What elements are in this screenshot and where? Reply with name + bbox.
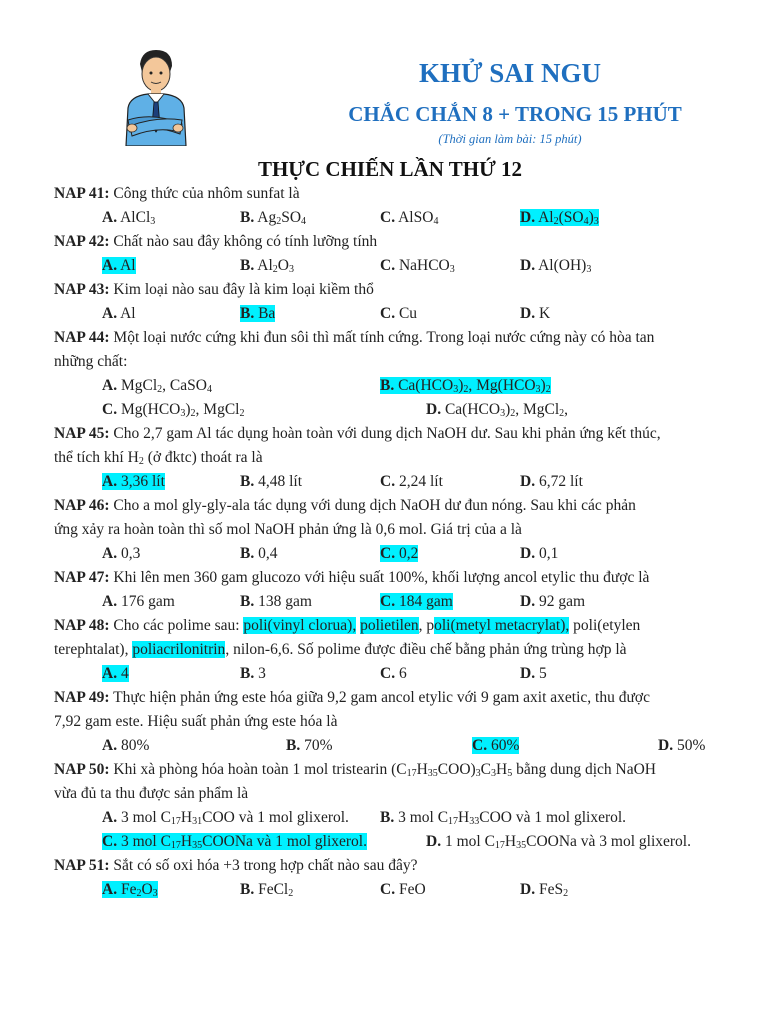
highlighted-term: oli(metyl metacrylat), xyxy=(434,617,570,634)
option-letter: A. xyxy=(102,257,118,274)
page-subtitle: CHẮC CHẮN 8 + TRONG 15 PHÚT xyxy=(348,102,682,126)
question-text: Chất nào sau đây không có tính lưỡng tính xyxy=(113,233,378,250)
option-c[interactable] xyxy=(472,734,519,758)
option-content xyxy=(520,257,591,274)
option-text: 5 xyxy=(538,665,547,682)
option-letter: A. xyxy=(102,545,118,562)
option-letter: D. xyxy=(520,305,536,322)
option-b[interactable] xyxy=(286,734,333,758)
option-letter: B. xyxy=(240,305,255,322)
question-stem xyxy=(54,758,724,782)
option-content xyxy=(658,737,705,754)
options-row xyxy=(54,206,724,230)
option-content xyxy=(380,665,407,682)
option-letter: A. xyxy=(102,881,118,898)
option-letter: B. xyxy=(380,809,395,826)
question-number: NAP 41: xyxy=(54,185,110,202)
option-text: 0,2 xyxy=(398,545,419,562)
option-d[interactable] xyxy=(520,206,599,230)
option-text: $Al_2(SO_4)_3$ xyxy=(538,209,599,227)
correct-answer-highlight xyxy=(102,473,165,490)
option-letter: B. xyxy=(240,881,255,898)
question-number: NAP 42: xyxy=(54,233,110,250)
option-letter: C. xyxy=(380,257,396,274)
correct-answer-highlight xyxy=(472,737,519,754)
option-d[interactable] xyxy=(520,542,558,566)
option-text: Al xyxy=(120,305,136,322)
option-text: 3 xyxy=(258,665,266,682)
section-heading: THỰC CHIẾN LẦN THỨ 12 xyxy=(257,157,523,181)
question xyxy=(54,854,724,902)
question-stem xyxy=(54,686,724,710)
option-text: $Mg(HCO_3)_2$, MgCl$_2$ xyxy=(120,401,245,419)
question xyxy=(54,278,724,326)
question-text: Cho 2,7 gam Al tác dụng hoàn toàn với dung dịch NaOH dư. Sau khi phản ứng kết thúc, xyxy=(113,425,661,442)
question-text: Kim loại nào sau đây là kim loại kiềm thổ xyxy=(113,281,374,298)
option-c[interactable] xyxy=(380,254,455,278)
option-letter: B. xyxy=(240,665,255,682)
option-c[interactable] xyxy=(380,206,438,230)
option-letter: C. xyxy=(472,737,488,754)
options-row xyxy=(54,878,724,902)
option-text: 92 gam xyxy=(538,593,586,610)
option-text: Al xyxy=(120,257,136,274)
option-text: $Ca(HCO_3)_2$, MgCl$_2$, xyxy=(444,401,569,419)
option-text: 138 gam xyxy=(258,593,312,610)
options-row xyxy=(54,374,724,398)
option-text: FeS$_2$ xyxy=(538,881,569,899)
option-letter: B. xyxy=(380,377,395,394)
option-content xyxy=(286,737,333,754)
option-content xyxy=(380,209,438,226)
correct-answer-highlight xyxy=(380,377,551,394)
option-a[interactable] xyxy=(102,878,158,902)
option-text: 1 mol $C_{17}H_{35}COONa$ và 3 mol glixerol. xyxy=(444,833,691,851)
option-letter: C. xyxy=(102,401,118,418)
option-letter: A. xyxy=(102,737,118,754)
option-content xyxy=(240,257,294,274)
option-letter: B. xyxy=(240,545,255,562)
question-list xyxy=(54,182,724,902)
option-text: 3 mol $C_{17}H_{33}COO$ và 1 mol glixerol. xyxy=(398,809,627,827)
option-letter: B. xyxy=(240,593,255,610)
option-b[interactable] xyxy=(380,806,626,830)
correct-answer-highlight xyxy=(102,257,136,274)
option-content xyxy=(520,881,568,898)
question-stem xyxy=(54,566,724,590)
student-avatar-icon xyxy=(120,46,190,146)
option-text: 3,36 lít xyxy=(120,473,165,490)
question-text: thể tích khí $H_2$ (ở đktc) thoát ra là xyxy=(54,449,263,467)
question-text: Khi xà phòng hóa hoàn toàn 1 mol tristearin $(C_{17}H_{35}COO)_3C_3H_5$ bằng dung dịch NaOH xyxy=(113,761,656,779)
option-letter: D. xyxy=(658,737,674,754)
question-stem xyxy=(54,638,724,662)
option-content xyxy=(520,305,550,322)
option-a[interactable] xyxy=(102,374,212,398)
option-text: $Al(OH)_3$ xyxy=(538,257,592,275)
option-b[interactable] xyxy=(240,542,277,566)
option-b[interactable] xyxy=(240,254,294,278)
option-c[interactable] xyxy=(102,830,367,854)
option-text: 4,48 lít xyxy=(258,473,303,490)
question-text: Thực hiện phản ứng este hóa giữa 9,2 gam ancol etylic với 9 gam axit axetic, thu được xyxy=(113,689,650,706)
option-a[interactable] xyxy=(102,806,349,830)
question-text: Khi lên men 360 gam glucozo với hiệu suất 100%, khối lượng ancol etylic thu được là xyxy=(113,569,650,586)
question-text: ứng xảy ra hoàn toàn thì số mol NaOH phản ứng là 0,6 mol. Giá trị của a là xyxy=(54,521,522,538)
question-number: NAP 51: xyxy=(54,857,110,874)
options-row xyxy=(54,470,724,494)
question-stem xyxy=(54,494,724,518)
question-stem xyxy=(54,326,724,350)
time-note: (Thời gian làm bài: 15 phút) xyxy=(438,132,582,146)
option-content xyxy=(102,209,155,226)
question-stem xyxy=(54,182,724,206)
question-stem xyxy=(54,350,724,374)
option-text: 184 gam xyxy=(398,593,453,610)
option-content xyxy=(380,881,426,898)
option-content xyxy=(520,545,558,562)
option-letter: C. xyxy=(380,881,396,898)
option-text: AlCl$_3$ xyxy=(120,209,156,227)
option-text: 60% xyxy=(490,737,520,754)
option-c[interactable] xyxy=(380,302,417,326)
option-text: 4 xyxy=(120,665,129,682)
option-text: $Ag_2SO_4$ xyxy=(257,209,307,227)
question-text: Cho a mol gly-gly-ala tác dụng với dung dịch NaOH dư đun nóng. Sau khi các phản xyxy=(113,497,636,514)
option-c[interactable] xyxy=(380,470,443,494)
option-content xyxy=(240,209,306,226)
question xyxy=(54,566,724,614)
question-stem xyxy=(54,422,724,446)
option-text: 50% xyxy=(676,737,706,754)
question-stem xyxy=(54,614,724,638)
option-content xyxy=(426,833,691,850)
options-row xyxy=(54,542,724,566)
correct-answer-highlight xyxy=(102,881,158,898)
option-text: $Ca(HCO_3)_2$, $Mg(HCO_3)_2$ xyxy=(398,377,551,395)
option-text: $Al_2O_3$ xyxy=(257,257,294,275)
question-stem xyxy=(54,854,724,878)
option-text: Cu xyxy=(398,305,418,322)
option-b[interactable] xyxy=(240,206,306,230)
question-stem xyxy=(54,446,724,470)
correct-answer-highlight xyxy=(520,209,599,226)
option-letter: C. xyxy=(380,593,396,610)
options-row xyxy=(54,590,724,614)
option-letter: B. xyxy=(240,473,255,490)
option-letter: D. xyxy=(520,209,536,226)
question-text: những chất: xyxy=(54,353,128,370)
option-text: 0,1 xyxy=(538,545,559,562)
option-text: 2,24 lít xyxy=(398,473,443,490)
question-number: NAP 44: xyxy=(54,329,110,346)
option-letter: D. xyxy=(426,401,442,418)
option-letter: D. xyxy=(520,665,536,682)
option-content xyxy=(380,473,443,490)
option-letter: C. xyxy=(380,545,396,562)
option-a[interactable] xyxy=(102,206,155,230)
option-letter: A. xyxy=(102,593,118,610)
option-b[interactable] xyxy=(240,470,302,494)
correct-answer-highlight xyxy=(102,665,129,682)
options-row xyxy=(54,662,724,686)
option-content xyxy=(426,401,568,418)
option-a[interactable] xyxy=(102,302,136,326)
options-row xyxy=(54,254,724,278)
option-text: FeO xyxy=(398,881,426,898)
question-stem xyxy=(54,278,724,302)
option-c[interactable] xyxy=(380,542,418,566)
question xyxy=(54,758,724,854)
question-number: NAP 45: xyxy=(54,425,110,442)
option-letter: A. xyxy=(102,305,118,322)
option-text: Ba xyxy=(258,305,276,322)
option-text: K xyxy=(538,305,551,322)
option-text: $Fe_2O_3$ xyxy=(120,881,158,899)
question-text: Một loại nước cứng khi đun sôi thì mất tính cứng. Trong loại nước cứng này có hòa tan xyxy=(113,329,655,346)
option-text: NaHCO$_3$ xyxy=(398,257,455,275)
question-text: terephtalat), poliacrilonitrin, nilon-6,6. Số polime được điều chế bằng phản ứng trùng hợp là xyxy=(54,641,627,658)
option-d[interactable] xyxy=(520,254,591,278)
options-row xyxy=(54,734,724,758)
options-row xyxy=(54,302,724,326)
option-text: 3 mol $C_{17}H_{31}COO$ và 1 mol glixerol. xyxy=(120,809,349,827)
option-content xyxy=(102,593,175,610)
correct-answer-highlight xyxy=(102,833,367,850)
option-d[interactable] xyxy=(520,878,568,902)
option-c[interactable] xyxy=(380,878,426,902)
question-stem xyxy=(54,710,724,734)
options-row xyxy=(54,398,724,422)
option-content xyxy=(240,665,266,682)
question xyxy=(54,182,724,230)
option-content xyxy=(520,473,583,490)
question xyxy=(54,686,724,758)
option-content xyxy=(102,305,136,322)
option-letter: C. xyxy=(380,209,396,226)
option-letter: A. xyxy=(102,809,118,826)
correct-answer-highlight xyxy=(380,593,453,610)
option-letter: A. xyxy=(102,665,118,682)
option-content xyxy=(102,377,212,394)
option-text: MgCl$_2$, CaSO$_4$ xyxy=(120,377,212,395)
header xyxy=(0,0,768,180)
question xyxy=(54,422,724,494)
option-content xyxy=(240,545,277,562)
correct-answer-highlight xyxy=(240,305,275,322)
option-d[interactable] xyxy=(658,734,705,758)
question-stem xyxy=(54,518,724,542)
options-row xyxy=(54,806,724,830)
option-letter: D. xyxy=(520,545,536,562)
option-content xyxy=(380,809,626,826)
option-letter: B. xyxy=(286,737,301,754)
option-text: 0,3 xyxy=(120,545,141,562)
option-letter: C. xyxy=(380,665,396,682)
option-a[interactable] xyxy=(102,590,175,614)
option-letter: D. xyxy=(520,593,536,610)
question xyxy=(54,230,724,278)
option-b[interactable] xyxy=(240,662,266,686)
option-content xyxy=(240,593,312,610)
option-letter: C. xyxy=(380,473,396,490)
option-b[interactable] xyxy=(240,302,275,326)
question-number: NAP 43: xyxy=(54,281,110,298)
option-a[interactable] xyxy=(102,734,149,758)
option-letter: A. xyxy=(102,377,118,394)
question-number: NAP 50: xyxy=(54,761,110,778)
question-number: NAP 48: xyxy=(54,617,110,634)
option-d[interactable] xyxy=(520,470,583,494)
option-a[interactable] xyxy=(102,470,165,494)
option-d[interactable] xyxy=(426,398,568,422)
option-text: FeCl$_2$ xyxy=(258,881,294,899)
question-number: NAP 49: xyxy=(54,689,110,706)
option-b[interactable] xyxy=(240,590,312,614)
question xyxy=(54,326,724,422)
option-b[interactable] xyxy=(240,878,293,902)
option-content xyxy=(102,737,149,754)
question-text: Công thức của nhôm sunfat là xyxy=(113,185,300,202)
question-text: Sắt có số oxi hóa +3 trong hợp chất nào sau đây? xyxy=(113,857,418,874)
option-c[interactable] xyxy=(380,662,407,686)
option-c[interactable] xyxy=(380,590,453,614)
option-content xyxy=(520,665,547,682)
option-text: 80% xyxy=(120,737,150,754)
question-text: Cho các polime sau: poli(vinyl clorua), polietilen, poli(metyl metacrylat), poli(etylen xyxy=(113,617,641,634)
correct-answer-highlight xyxy=(380,545,418,562)
option-text: 0,4 xyxy=(258,545,278,562)
option-c[interactable] xyxy=(102,398,244,422)
page-title: KHỬ SAI NGU xyxy=(418,58,601,88)
option-content xyxy=(240,473,302,490)
option-content xyxy=(102,545,140,562)
option-letter: A. xyxy=(102,473,118,490)
option-content xyxy=(520,593,585,610)
question xyxy=(54,494,724,566)
option-d[interactable] xyxy=(520,590,585,614)
option-content xyxy=(240,881,293,898)
option-letter: C. xyxy=(380,305,396,322)
option-content xyxy=(102,401,244,418)
option-d[interactable] xyxy=(426,830,691,854)
option-letter: D. xyxy=(520,881,536,898)
option-letter: A. xyxy=(102,209,118,226)
highlighted-term: poliacrilonitrin xyxy=(132,641,226,658)
option-letter: B. xyxy=(240,209,255,226)
option-letter: C. xyxy=(102,833,118,850)
option-content xyxy=(380,305,417,322)
option-text: AlSO$_4$ xyxy=(398,209,439,227)
question-stem xyxy=(54,782,724,806)
option-letter: D. xyxy=(520,257,536,274)
option-d[interactable] xyxy=(520,302,550,326)
option-d[interactable] xyxy=(520,662,547,686)
highlighted-term: polietilen xyxy=(360,617,419,634)
option-b[interactable] xyxy=(380,374,551,398)
option-letter: B. xyxy=(240,257,255,274)
option-text: 6 xyxy=(398,665,407,682)
option-text: 70% xyxy=(304,737,333,754)
option-text: 3 mol $C_{17}H_{35}COONa$ và 1 mol glixerol. xyxy=(120,833,367,851)
question-text: vừa đủ ta thu được sản phẩm là xyxy=(54,785,249,802)
option-content xyxy=(102,809,349,826)
highlighted-term: poli(vinyl clorua), xyxy=(243,617,357,634)
option-letter: D. xyxy=(520,473,536,490)
question-stem xyxy=(54,230,724,254)
question-number: NAP 47: xyxy=(54,569,110,586)
question xyxy=(54,614,724,686)
option-letter: D. xyxy=(426,833,442,850)
question-number: NAP 46: xyxy=(54,497,110,514)
option-a[interactable] xyxy=(102,254,136,278)
option-a[interactable] xyxy=(102,542,140,566)
option-a[interactable] xyxy=(102,662,129,686)
option-text: 176 gam xyxy=(120,593,175,610)
options-row xyxy=(54,830,724,854)
question-text: 7,92 gam este. Hiệu suất phản ứng este hóa là xyxy=(54,713,338,730)
option-text: 6,72 lít xyxy=(538,473,583,490)
option-content xyxy=(380,257,455,274)
